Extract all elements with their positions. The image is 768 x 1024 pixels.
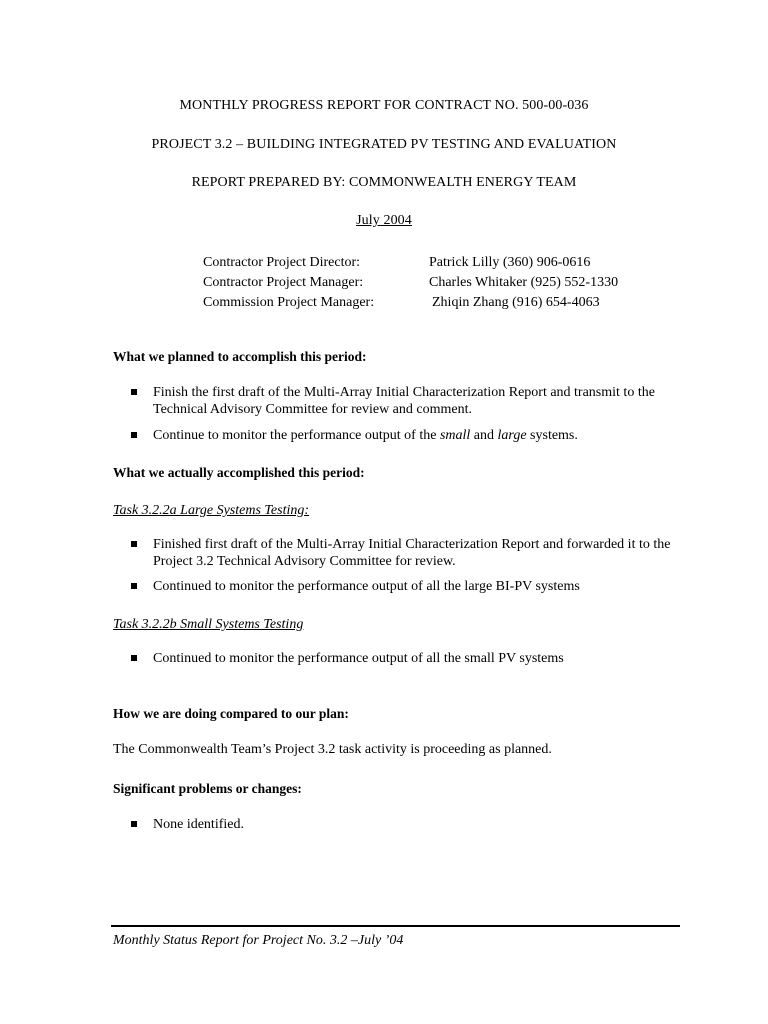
list-item-text [153, 427, 673, 444]
bullet-square-icon [131, 389, 137, 395]
text-segment: systems. [526, 428, 578, 443]
bullet-square-icon [131, 655, 137, 661]
list-item-text: Finished first draft of the Multi-Array Initial Characterization Report and forwarded it to the Project 3.2 Technical Advisory Committee for review. [153, 537, 671, 569]
footer-text: Monthly Status Report for Project No. 3.2 –July ’04 [113, 933, 404, 948]
contact-role: Commission Project Manager: [203, 295, 375, 310]
task-a-heading: Task 3.2.2a Large Systems Testing: [113, 503, 310, 518]
accomplished-heading: What we actually accomplished this period: [113, 465, 365, 480]
report-title: MONTHLY PROGRESS REPORT FOR CONTRACT NO. 500-00-036 [179, 98, 589, 113]
contact-role: Contractor Project Director: [203, 255, 361, 270]
planned-heading: What we planned to accomplish this period: [113, 349, 367, 364]
problems-heading: Significant problems or changes: [113, 781, 302, 796]
comparison-heading: How we are doing compared to our plan: [113, 706, 349, 721]
text-segment: and [470, 428, 498, 443]
contact-name: Zhiqin Zhang (916) 654-4063 [432, 295, 600, 310]
contact-role: Contractor Project Manager: [203, 275, 364, 290]
comparison-text: The Commonwealth Team’s Project 3.2 task activity is proceeding as planned. [113, 742, 552, 757]
list-item-text: Continued to monitor the performance output of all the large BI-PV systems [153, 579, 580, 594]
contact-name: Patrick Lilly (360) 906-0616 [429, 255, 591, 270]
footer-rule [111, 925, 680, 927]
emphasis-small: small [439, 428, 471, 443]
bullet-square-icon [131, 432, 137, 438]
contact-name: Charles Whitaker (925) 552-1330 [429, 275, 619, 290]
bullet-square-icon [131, 541, 137, 547]
bullet-square-icon [131, 821, 137, 827]
bullet-square-icon [131, 583, 137, 589]
report-date: July 2004 [356, 213, 412, 228]
list-item-text: None identified. [153, 817, 244, 832]
prepared-by: REPORT PREPARED BY: COMMONWEALTH ENERGY TEAM [191, 175, 577, 190]
project-title: PROJECT 3.2 – BUILDING INTEGRATED PV TESTING AND EVALUATION [151, 137, 617, 152]
list-item-text: Finish the first draft of the Multi-Array Initial Characterization Report and transmit to the Technical Advisory Committee for review and comment. [153, 385, 655, 417]
task-b-heading: Task 3.2.2b Small Systems Testing [113, 617, 304, 632]
emphasis-large: large [497, 428, 527, 443]
text-segment: Continue to monitor the performance output of the [153, 428, 440, 443]
report-date-wrapper [0, 213, 768, 229]
list-item-text: Continued to monitor the performance output of all the small PV systems [153, 651, 564, 666]
